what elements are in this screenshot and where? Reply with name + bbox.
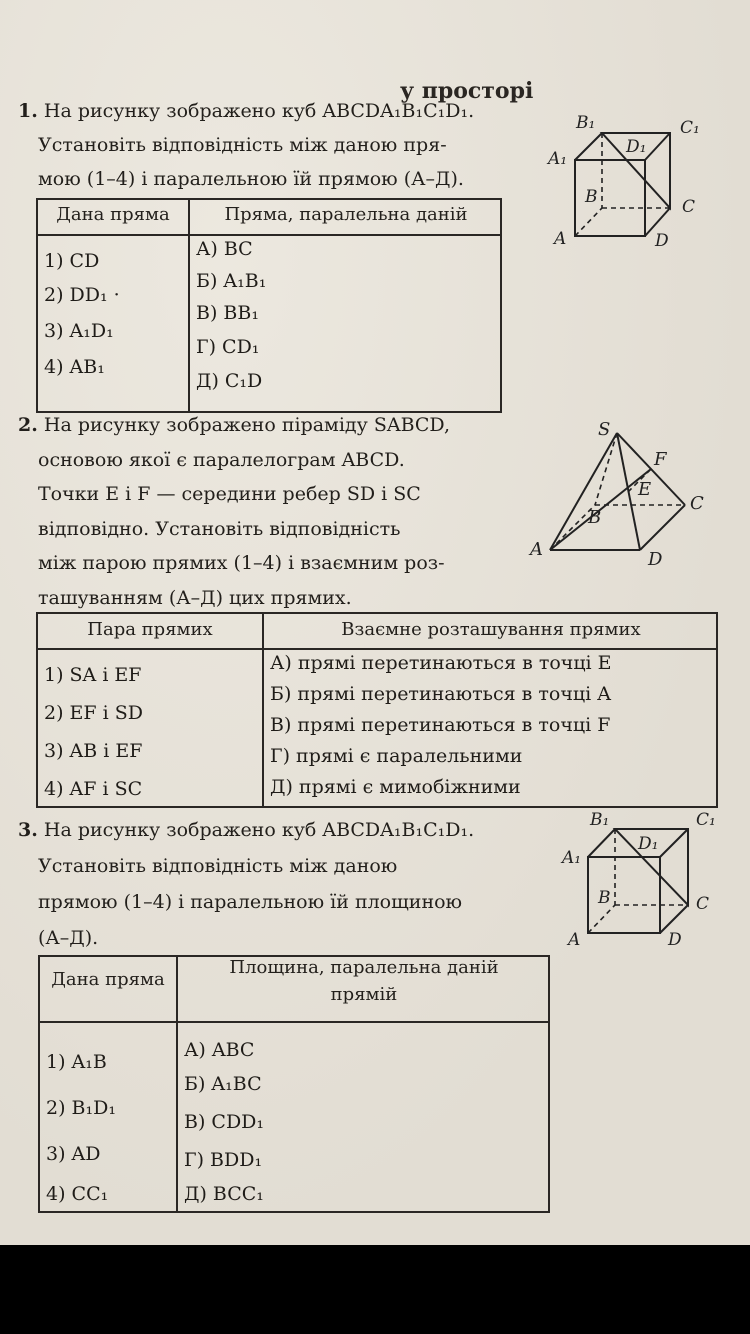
task2-line5: між парою прямих (1–4) і взаємним роз- — [38, 552, 445, 574]
task1-right-d: Г) CD₁ — [196, 336, 260, 358]
task3-text — [18, 812, 474, 956]
task2-col1-header: Пара прямих — [87, 619, 213, 640]
task1-right-a: А) BC — [196, 238, 253, 260]
label2-A: A — [568, 930, 581, 950]
task2-line3: Точки E і F — середини ребер SD і SC — [38, 483, 421, 505]
task3-left-4: 4) CC₁ — [46, 1183, 109, 1205]
task1-left-3: 3) A₁D₁ — [44, 320, 114, 342]
label-B: B — [585, 187, 598, 207]
task1-right-b: Б) A₁B₁ — [196, 270, 267, 292]
task3-col2-header-line2: прямій — [330, 984, 398, 1005]
label2-D: D — [668, 930, 682, 950]
task2-text — [18, 408, 450, 615]
header-fragment: у просторі — [400, 78, 534, 104]
task3-right-a: А) ABC — [184, 1039, 255, 1061]
task3-line4: (А–Д). — [38, 927, 99, 949]
task1-table — [36, 198, 502, 413]
task2-right-a: А) прямі перетинаються в точці E — [270, 652, 612, 674]
task3-right-b: Б) A₁BC — [184, 1073, 262, 1095]
task1-right-e: Д) C₁D — [196, 370, 263, 392]
task3-col2-header — [178, 957, 550, 1005]
task1-line2: Установіть відповідність між даною пря- — [38, 134, 447, 156]
label-D: D — [655, 231, 669, 251]
task3-line2: Установіть відповідність між даною — [38, 855, 398, 877]
label-pyr-B: B — [588, 507, 602, 528]
pyramid-figure — [520, 415, 720, 575]
task2-right-d: Г) прямі є паралельними — [270, 745, 523, 767]
task3-number: 3. — [18, 819, 38, 841]
task1-line3: мою (1–4) і паралельною їй прямою (А–Д). — [38, 168, 464, 190]
task3-col1-header: Дана пряма — [51, 969, 165, 990]
label2-B1: B₁ — [590, 810, 610, 830]
task1-line1: На рисунку зображено куб ABCDA₁B₁C₁D₁. — [43, 100, 475, 122]
task1-right-c: В) BB₁ — [196, 302, 259, 324]
label2-C1: C₁ — [696, 810, 716, 830]
task2-line1: На рисунку зображено піраміду SABCD, — [43, 414, 451, 436]
label-A: A — [554, 229, 567, 249]
label-F: F — [654, 449, 667, 470]
label2-D1: D₁ — [638, 834, 659, 854]
task2-line6: ташуванням (А–Д) цих прямих. — [38, 586, 352, 609]
task2-line2: основою якої є паралелограм ABCD. — [38, 448, 405, 471]
task1-number: 1. — [18, 100, 38, 122]
task2-right-b: Б) прямі перетинаються в точці A — [270, 683, 611, 705]
task3-line1: На рисунку зображено куб ABCDA₁B₁C₁D₁. — [43, 819, 475, 841]
task3-left-2: 2) B₁D₁ — [46, 1097, 116, 1119]
task2-line4: відповідно. Установіть відповідність — [38, 517, 401, 540]
label2-A1: A₁ — [562, 848, 582, 868]
task3-table — [38, 955, 550, 1213]
task2-right-e: Д) прямі є мимобіжними — [270, 776, 521, 798]
label-pyr-D: D — [648, 549, 663, 570]
label-B1: B₁ — [576, 113, 596, 133]
task3-col2-header-line1: Площина, паралельна даній — [229, 957, 499, 978]
task2-left-3: 3) AB і EF — [44, 740, 143, 762]
label-pyr-C: C — [690, 493, 704, 514]
task2-col2-header: Взаємне розташування прямих — [341, 619, 641, 640]
task3-left-3: 3) AD — [46, 1143, 101, 1165]
task1-col2-header: Пряма, паралельна даній — [224, 204, 468, 225]
label-S: S — [598, 419, 611, 440]
label-A1: A₁ — [548, 149, 568, 169]
task3-right-d: Г) BDD₁ — [184, 1149, 263, 1171]
label-D1: D₁ — [626, 137, 647, 157]
task3-right-c: В) CDD₁ — [184, 1111, 265, 1133]
cube-figure-1 — [540, 108, 720, 258]
label-C: C — [682, 197, 696, 217]
task3-left-1: 1) A₁B — [46, 1051, 107, 1073]
task1-left-1: 1) CD — [44, 250, 100, 272]
label2-B: B — [598, 888, 611, 908]
task1-left-4: 4) AB₁ — [44, 356, 105, 378]
task1-col1-header: Дана пряма — [56, 204, 170, 225]
task1-text — [18, 94, 474, 196]
task2-left-4: 4) AF і SC — [44, 778, 143, 800]
cube-figure-2 — [560, 805, 730, 955]
label-E: E — [638, 479, 652, 500]
task2-right-c: В) прямі перетинаються в точці F — [270, 714, 611, 736]
task2-table — [36, 612, 718, 808]
task2-number: 2. — [18, 414, 38, 436]
task1-left-2: 2) DD₁ · — [44, 284, 120, 306]
task3-line3: прямою (1–4) і паралельною їй площиною — [38, 891, 463, 913]
task2-left-1: 1) SA і EF — [44, 664, 142, 686]
label2-C: C — [696, 894, 710, 914]
label-pyr-A: A — [530, 539, 543, 560]
label-C1: C₁ — [680, 118, 700, 138]
task3-right-e: Д) BCC₁ — [184, 1183, 264, 1205]
task2-left-2: 2) EF і SD — [44, 702, 143, 724]
